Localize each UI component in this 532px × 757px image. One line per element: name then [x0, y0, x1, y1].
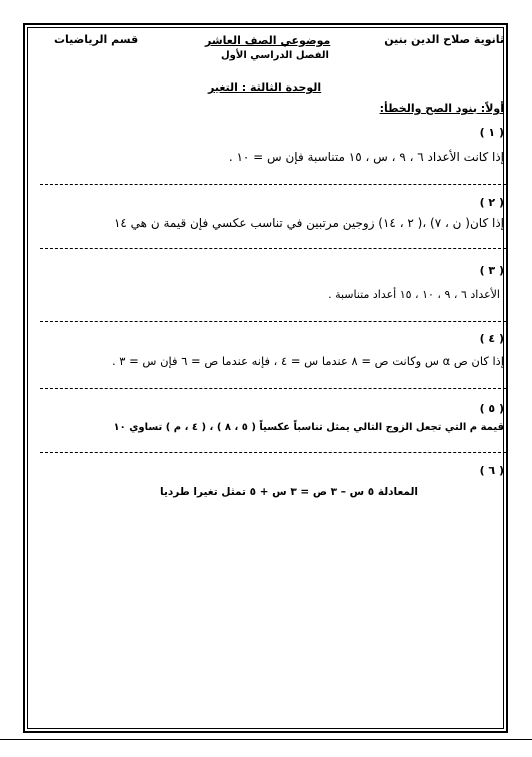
question-number: ( ٦ ) — [479, 464, 504, 477]
semester: الفصل الدراسي الأول — [221, 50, 329, 61]
question-number: ( ١ ) — [479, 126, 504, 139]
question-number: ( ٥ ) — [479, 402, 504, 415]
divider — [40, 184, 506, 185]
section-title: أولاً: بنود الصح والخطأ: — [379, 102, 504, 115]
page-border — [23, 23, 508, 733]
divider — [40, 388, 506, 389]
bottom-rule — [0, 739, 532, 740]
question-text: قيمة م التي تجعل الزوج التالي يمثل تناسباً عكسياً ( ٥ ، ٨ ) ، ( ٤ ، م ) تساوي ١٠ — [113, 422, 504, 433]
question-text: إذا كان( ن ، ٧) ،( ٢ ، ١٤) زوجين مرتبين في تناسب عكسي فإن قيمة ن هي ١٤ — [113, 216, 504, 230]
divider — [40, 321, 506, 322]
school-name: ثانوية صلاح الدين بنين — [384, 33, 504, 46]
department: قسم الرياضيات — [54, 33, 139, 46]
page-border-inner — [27, 27, 504, 729]
question-text: المعادلة ٥ س – ٣ ص = ٣ س + ٥ تمثل تغيرا طرديا — [160, 486, 418, 498]
unit-title: الوحدة الثالثة : التغير — [208, 81, 322, 94]
subject-title: موضوعي الصف العاشر — [205, 34, 331, 47]
divider — [40, 452, 506, 453]
question-number: ( ٤ ) — [479, 332, 504, 345]
question-text: إذا كان ص α س وكانت ص = ٨ عندما س = ٤ ، فإنه عندما ص = ٦ فإن س = ٣ . — [111, 354, 504, 368]
question-text: الأعداد ٦ ، ٩ ، ١٠ ، ١٥ أعداد متناسبة . — [328, 288, 500, 301]
question-text: إذا كانت الأعداد ٦ ، ٩ ، س ، ١٥ متناسبة فإن س = ١٠ . — [228, 150, 504, 164]
divider — [40, 248, 506, 249]
question-number: ( ٢ ) — [479, 196, 504, 209]
question-number: ( ٣ ) — [479, 264, 504, 277]
